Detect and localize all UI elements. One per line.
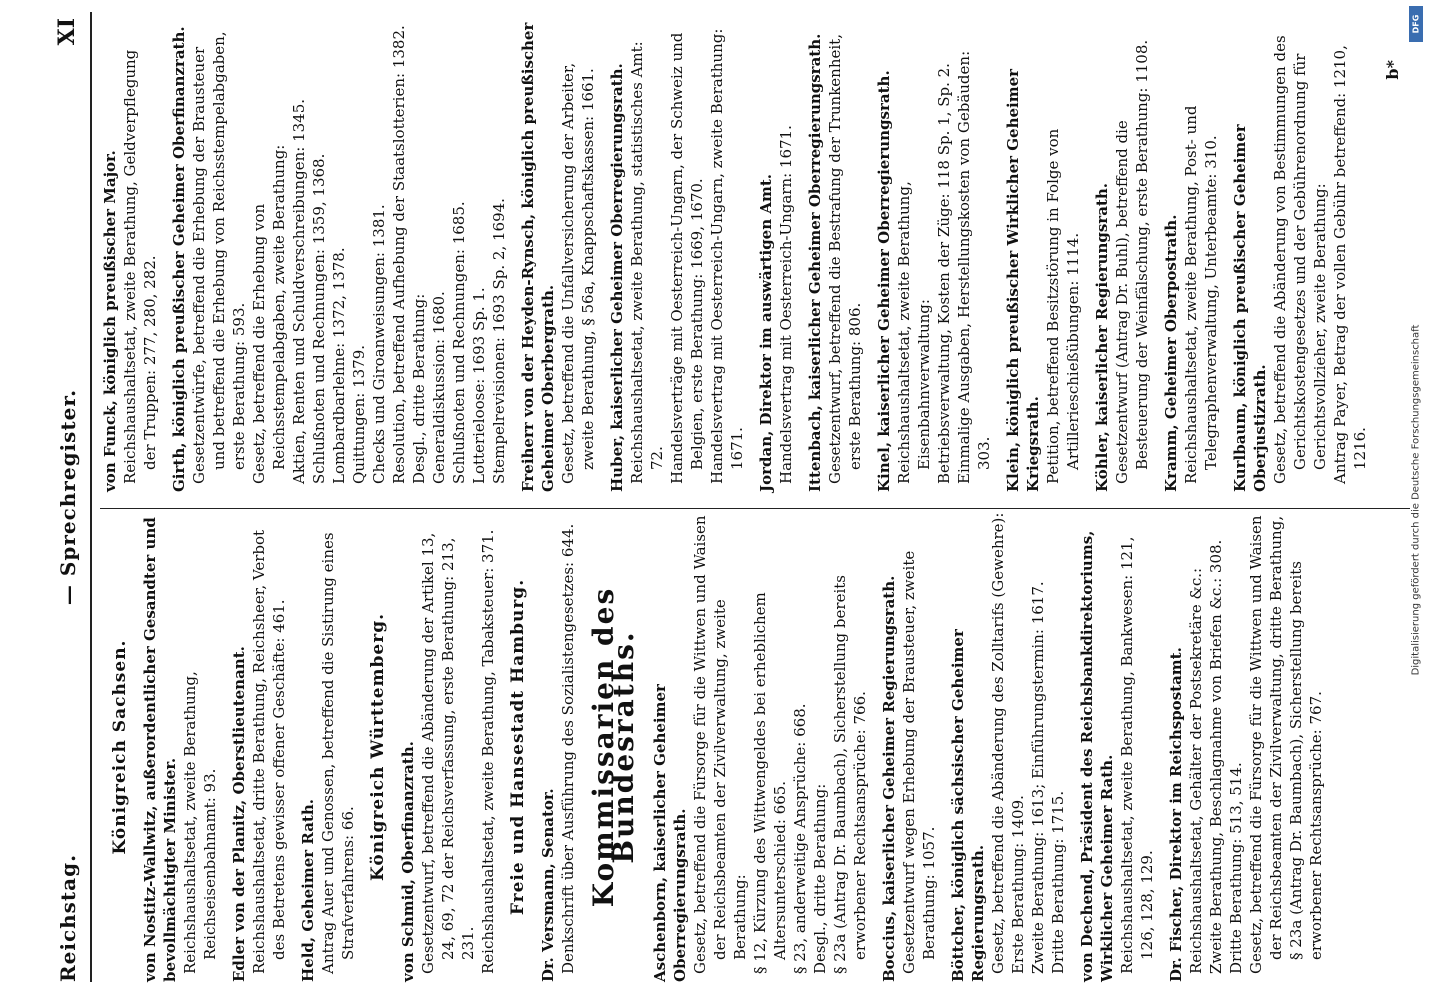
speaker-name: von Dechend, Präsident des Reichsbankdirektoriums, Wirklicher Geheimer Rath. [1078, 530, 1116, 982]
signature-mark: b* [1383, 60, 1402, 80]
speaker-name: Köhler, kaiserlicher Regierungsrath. [1093, 183, 1111, 492]
entry-line: Dritte Berathung: 1715. [1049, 790, 1067, 974]
register-entry [879, 512, 939, 982]
entry-line: Handelsvertrag mit Oesterreich-Ungarn: 1671. [777, 125, 795, 484]
register-entry [1230, 22, 1370, 492]
entry-line: Antrag Auer und Genossen, betreffend die Sistirung eines Strafverfahrens: 66. [319, 532, 357, 974]
speaker-name: Böttcher, königlich sächsischer Geheimer Regierungsrath. [949, 629, 987, 982]
entry-line: Gesetzentwürfe, betreffend die Erhebung der Brausteuer und betreffend die Erhebung von Reichsstempelabgaben, erste Berathung: 593. [190, 31, 248, 484]
entry-line: Desgl., dritte Berathung: [811, 783, 829, 974]
entry-line: Desgl., dritte Berathung: [410, 293, 428, 484]
register-entry [1161, 22, 1221, 492]
entry-line: Gesetzentwurf, betreffend die Bestrafung der Trunkenheit, erste Berathung: 806. [826, 34, 864, 484]
entry-line: Handelsverträge mit Oesterreich-Ungarn, der Schweiz und Belgien, erste Berathung: 1669, 1670. [668, 32, 706, 484]
entry-line: Checks und Giroanweisungen: 1381. [370, 204, 388, 484]
register-entry [538, 512, 578, 982]
speaker-name: Boccius, kaiserlicher Geheimer Regierungsrath. [880, 575, 898, 982]
register-entry [518, 22, 598, 492]
entry-line: Lombardbarlehne: 1372, 1378. [330, 247, 348, 484]
column-divider [100, 508, 1410, 509]
register-entry [169, 22, 509, 492]
speaker-name: von Schmid, Oberfinanzrath. [399, 741, 417, 982]
speaker-name: von Funck, königlich preußischer Major. [101, 150, 119, 492]
speaker-name: Jordan, Direktor im auswärtigen Amt. [757, 173, 775, 492]
section-heading: Königreich Württemberg. [368, 613, 388, 881]
entry-line: Denkschrift über Ausführung des Sozialistengesetzes: 644. [559, 523, 577, 974]
entry-line: Aktien, Renten und Schuldverschreibungen: 1345. [290, 98, 308, 484]
entry-line: Reichshaushaltsetat, zweite Berathung, Geldverpflegung der Truppen: 277, 280, 282. [121, 49, 159, 484]
register-entry [874, 22, 994, 492]
page-header [38, 12, 98, 982]
header-rule [90, 12, 92, 982]
speaker-name: Freiherr von der Heyden-Rynsch, königlich preußischer Geheimer Oberbergrath. [519, 22, 557, 492]
register-entry [229, 512, 289, 982]
entry-line: Zweite Berathung: 1613; Einführungstermin: 1617. [1029, 581, 1047, 974]
speaker-name: Aschenborn, kaiserlicher Geheimer Oberregierungsrath. [651, 684, 689, 982]
dfg-stamp [1406, 0, 1426, 1000]
header-left: Reichstag. [56, 853, 80, 982]
speaker-name: Kinel, kaiserlicher Geheimer Oberregierungsrath. [875, 70, 893, 492]
entry-line: Gesetz, betreffend die Abänderung von Bestimmungen des Gerichtskostengesetzes und der Gebührenordnung für Gerichtsvollzieher, zweite Berathung: [1271, 35, 1329, 484]
speaker-name: Kramm, Geheimer Oberpostrath. [1162, 214, 1180, 492]
entry-line: Gesetzentwurf, betreffend die Abänderung der Artikel 13, 24, 69, 72 der Reichsverfassung, erste Berathung: 213, 231. [419, 532, 477, 974]
register-entry [607, 22, 747, 492]
entry-line: Stempelrevisionen: 1693 Sp. 2, 1694. [490, 198, 508, 484]
entry-line: Reichshaushaltsetat, dritte Berathung, Reichsheer, Verbot des Betretens gewisser offener Geschäfte: 461. [250, 529, 288, 974]
entry-line: Gesetz, betreffend die Fürsorge für die Wittwen und Waisen der Reichsbeamten der Zivilverwaltung, dritte Berathung, § 23a (Antrag Dr. Baumbach), Sicherstellung bereits erworbener Rechtsansprüche: 767. [1247, 515, 1325, 974]
register-entry [805, 22, 865, 492]
entry-line: Generaldiskussion: 1680. [430, 291, 448, 484]
entry-line: Reichshaushaltsetat, zweite Berathung, Tabaksteuer: 371. [479, 529, 497, 974]
speaker-name: von Nostitz-Wallwitz, außerordentlicher Gesandter und bevollmächtigter Minister. [141, 517, 179, 982]
dfg-logo-text: DFG [1411, 14, 1421, 34]
entry-line: Reichshaushaltsetat, zweite Berathung, Reichseisenbahnamt: 93. [181, 671, 219, 974]
speaker-name: Dr. Fischer, Direktor im Reichspostamt. [1167, 647, 1185, 982]
entry-line: Lotterieloose: 1693 Sp. 1. [470, 287, 488, 484]
entry-line: Reichshaushaltsetat, Gehälter der Postsekretäre &c.: [1187, 567, 1205, 974]
entry-line: Gesetzentwurf (Antrag Dr. Buhl), betreffend die Besteuerung der Weinfälschung, erste Berathung: 1108. [1113, 39, 1151, 484]
entry-line: Erste Berathung: 1409. [1009, 795, 1027, 974]
entry-line: Einmalige Ausgaben, Herstellungskosten von Gebäuden: 303. [955, 50, 993, 484]
register-entry [1092, 22, 1152, 492]
entry-line: Gesetz, betreffend die Unfallversicherung der Arbeiter, zweite Berathung, § 56a, Knappschaftskassen: 1661. [559, 62, 597, 484]
register-entry [1003, 22, 1083, 492]
register-entry [756, 22, 796, 492]
entry-line: Schlußnoten und Rechnungen: 1359, 1368. [310, 153, 328, 484]
register-entry [100, 22, 160, 492]
speaker-name: Edler von der Planitz, Oberstlieutenant. [230, 646, 248, 982]
entry-line: Reichshaushaltsetat, zweite Berathung, Post- und Telegraphenverwaltung, Unterbeamte: 310. [1182, 105, 1220, 484]
entry-line: Reichshaushaltsetat, zweite Berathung, Eisenbahnverwaltung: [895, 181, 933, 484]
entry-line: Gesetz, betreffend die Erhebung von Reichsstempelabgaben, zweite Berathung: [250, 144, 288, 484]
entry-line: Gesetz, betreffend die Fürsorge für die Wittwen und Waisen der Reichsbeamten der Zivilverwaltung, zweite Berathung: [691, 515, 749, 974]
entry-line: Dritte Berathung: 513, 514. [1227, 762, 1245, 974]
header-center: — Sprechregister. [56, 388, 80, 606]
register-entry [948, 512, 1068, 982]
entry-line: Betriebsverwaltung, Kosten der Züge: 118 Sp. 1, Sp. 2. [935, 63, 953, 484]
main-heading: Kommissarien des Bundesraths. [587, 586, 640, 908]
speaker-name: Held, Geheimer Rath. [299, 799, 317, 982]
entry-line: Gesetzentwurf wegen Erhebung der Brausteuer, zweite Berathung: 1057. [900, 550, 938, 974]
entry-line: Handelsvertrag mit Oesterreich-Ungarn, zweite Berathung: 1671. [708, 28, 746, 484]
speaker-name: Girth, königlich preußischer Geheimer Oberfinanzrath. [170, 26, 188, 492]
entry-line: § 12, Kürzung des Wittwengeldes bei erheblichem Altersunterschied: 665. [751, 592, 789, 974]
register-entry [140, 512, 220, 982]
dfg-stamp-text: Digitalisierung gefördert durch die Deutsche Forschungsgemeinschaft [1410, 324, 1422, 676]
speaker-name: Ittenbach, kaiserlicher Geheimer Oberregierungsrath. [806, 33, 824, 492]
entry-line: Gesetz, betreffend die Abänderung des Zolltarifs (Gewehre): [989, 512, 1007, 974]
entry-line: Reichshaushaltsetat, zweite Berathung, statistisches Amt: 72. [628, 41, 666, 484]
entry-line: Petition, betreffend Besitzstörung in Folge von Artillerieschießübungen: 1114. [1044, 128, 1082, 484]
register-entry [298, 512, 358, 982]
entry-line: § 23a (Antrag Dr. Baumbach), Sicherstellung bereits erworbener Rechtsansprüche: 766. [831, 575, 869, 974]
register-entry [650, 512, 870, 982]
register-entry [1166, 512, 1326, 982]
speaker-name: Dr. Versmann, Senator. [539, 788, 557, 982]
speaker-name: Huber, kaiserlicher Geheimer Oberregierungsrath. [608, 63, 626, 492]
entry-line: Reichshaushaltsetat, zweite Berathung, Bankwesen: 121, 126, 128, 129. [1118, 536, 1156, 974]
section-heading: Königreich Sachsen. [110, 639, 130, 855]
register-entry [398, 512, 498, 982]
entry-line: Quittungen: 1379. [350, 344, 368, 484]
speaker-name: Klein, königlich preußischer Wirklicher Geheimer Kriegsrath. [1004, 68, 1042, 492]
section-heading: Freie und Hansestadt Hamburg. [508, 578, 528, 916]
entry-line: Schlußnoten und Rechnungen: 1685. [450, 201, 468, 484]
right-column [100, 22, 1379, 492]
entry-line: Antrag Payer, Betrag der vollen Gebühr betreffend: 1210, 1216. [1331, 45, 1369, 484]
page-number: XI [54, 18, 80, 46]
speaker-name: Kurlbaum, königlich preußischer Geheimer Oberjustizrath. [1231, 124, 1269, 492]
entry-line: § 23, anderweitige Ansprüche: 668. [791, 703, 809, 974]
register-entry [1077, 512, 1157, 982]
entry-line: Zweite Berathung, Beschlagnahme von Briefen &c.: 308. [1207, 539, 1225, 974]
left-column [100, 512, 1335, 982]
entry-line: Resolution, betreffend Aufhebung der Staatslotterien: 1382. [390, 25, 408, 484]
